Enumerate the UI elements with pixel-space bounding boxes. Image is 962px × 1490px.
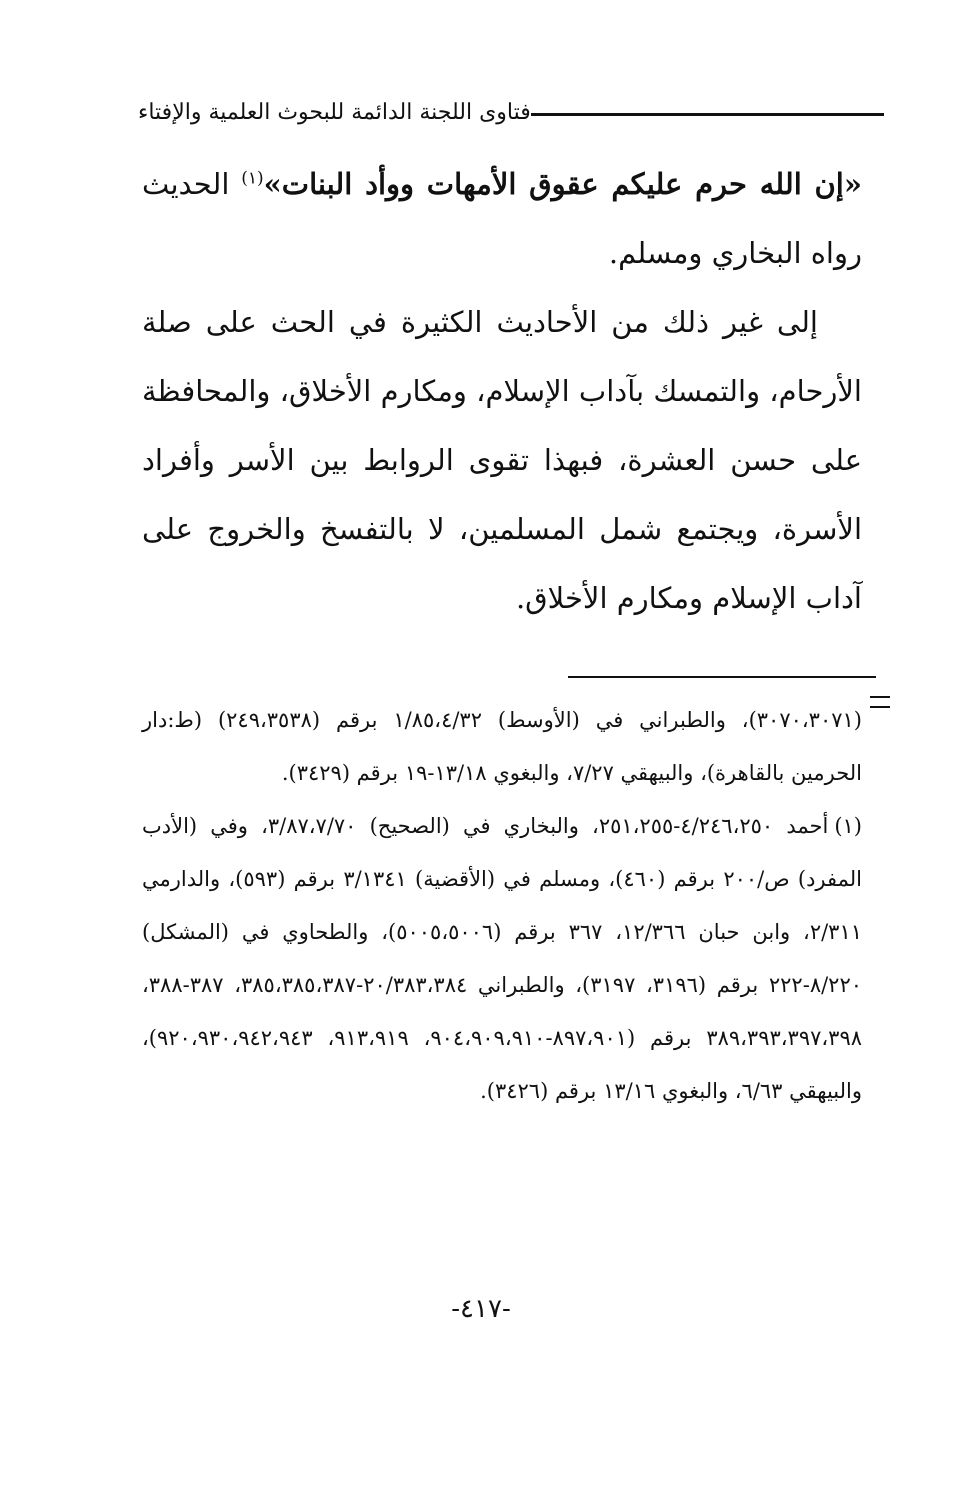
footnote-continuation-mark [870, 696, 890, 708]
footnote-reference: (١) [241, 168, 264, 189]
footnote-text: أحمد ٤/٢٤٦،٢٥٠-٢٥١،٢٥٥، والبخاري في (الصحيح) ٣/٨٧،٧/٧٠، وفي (الأدب المفرد) ص/٢٠٠ برقم (٤٦٠)، ومسلم في (الأقضية) ٣/١٣٤١ برقم (٥٩٣)، والدارمي ٢/٣١١، وابن حبان ١٢/٣٦٦، ٣٦٧ برقم (٥٠٠٥،٥٠٠٦)، والطحاوي في (المشكل) ٨/٢٢٠-٢٢٢ برقم (٣١٩٦، ٣١٩٧)، والطبراني ٢٠/٣٨٣،٣٨٤-٣٨٥،٣٨٥،٣٨٧، ٣٨٧-٣٨٨، ٣٨٩،٣٩٣،٣٩٧،٣٩٨ برقم (٨٩٧،٩٠١-٩٠٤،٩٠٩،٩١٠، ٩١٣،٩١٩، ٩٢٠،٩٣٠،٩٤٢،٩٤٣)، والبيهقي ٦/٦٣، والبغوي ١٣/١٦ برقم (٣٤٢٦). [142, 814, 863, 1103]
footnotes [142, 694, 862, 1118]
hadith-paragraph [142, 150, 862, 288]
running-header-title: فتاوى اللجنة الدائمة للبحوث العلمية والإفتاء [138, 99, 531, 125]
hadith-quote: «إن الله حرم عليكم عقوق الأمهات ووأد البنات» [263, 167, 862, 201]
body-paragraph [142, 288, 862, 633]
page-number: -٤١٧- [451, 1294, 511, 1324]
footnote-1 [142, 800, 862, 1118]
hadith-attribution: الحديث رواه البخاري ومسلم. [142, 167, 862, 270]
footnote-separator [568, 676, 876, 678]
footnote-continuation: (٣٠٧٠،٣٠٧١)، والطبراني في (الأوسط) ١/٨٥،٤/٣٢ برقم (٢٤٩،٣٥٣٨) (ط:دار الحرمين بالقاهرة)، والبيهقي ٧/٢٧، والبغوي ١٣/١٨-١٩ برقم (٣٤٢٩). [142, 708, 862, 785]
body-paragraph-text: إلى غير ذلك من الأحاديث الكثيرة في الحث على صلة الأرحام، والتمسك بآداب الإسلام، ومكارم الأخلاق، والمحافظة على حسن العشرة، فبهذا تقوى الروابط بين الأسر وأفراد الأسرة، ويجتمع شمل المسلمين، لا بالتفسخ والخروج على آداب الإسلام ومكارم الأخلاق. [142, 305, 862, 615]
footnote-number: (١) [834, 814, 862, 838]
main-text [142, 150, 862, 633]
header-rule [531, 113, 884, 116]
running-header [124, 92, 884, 132]
